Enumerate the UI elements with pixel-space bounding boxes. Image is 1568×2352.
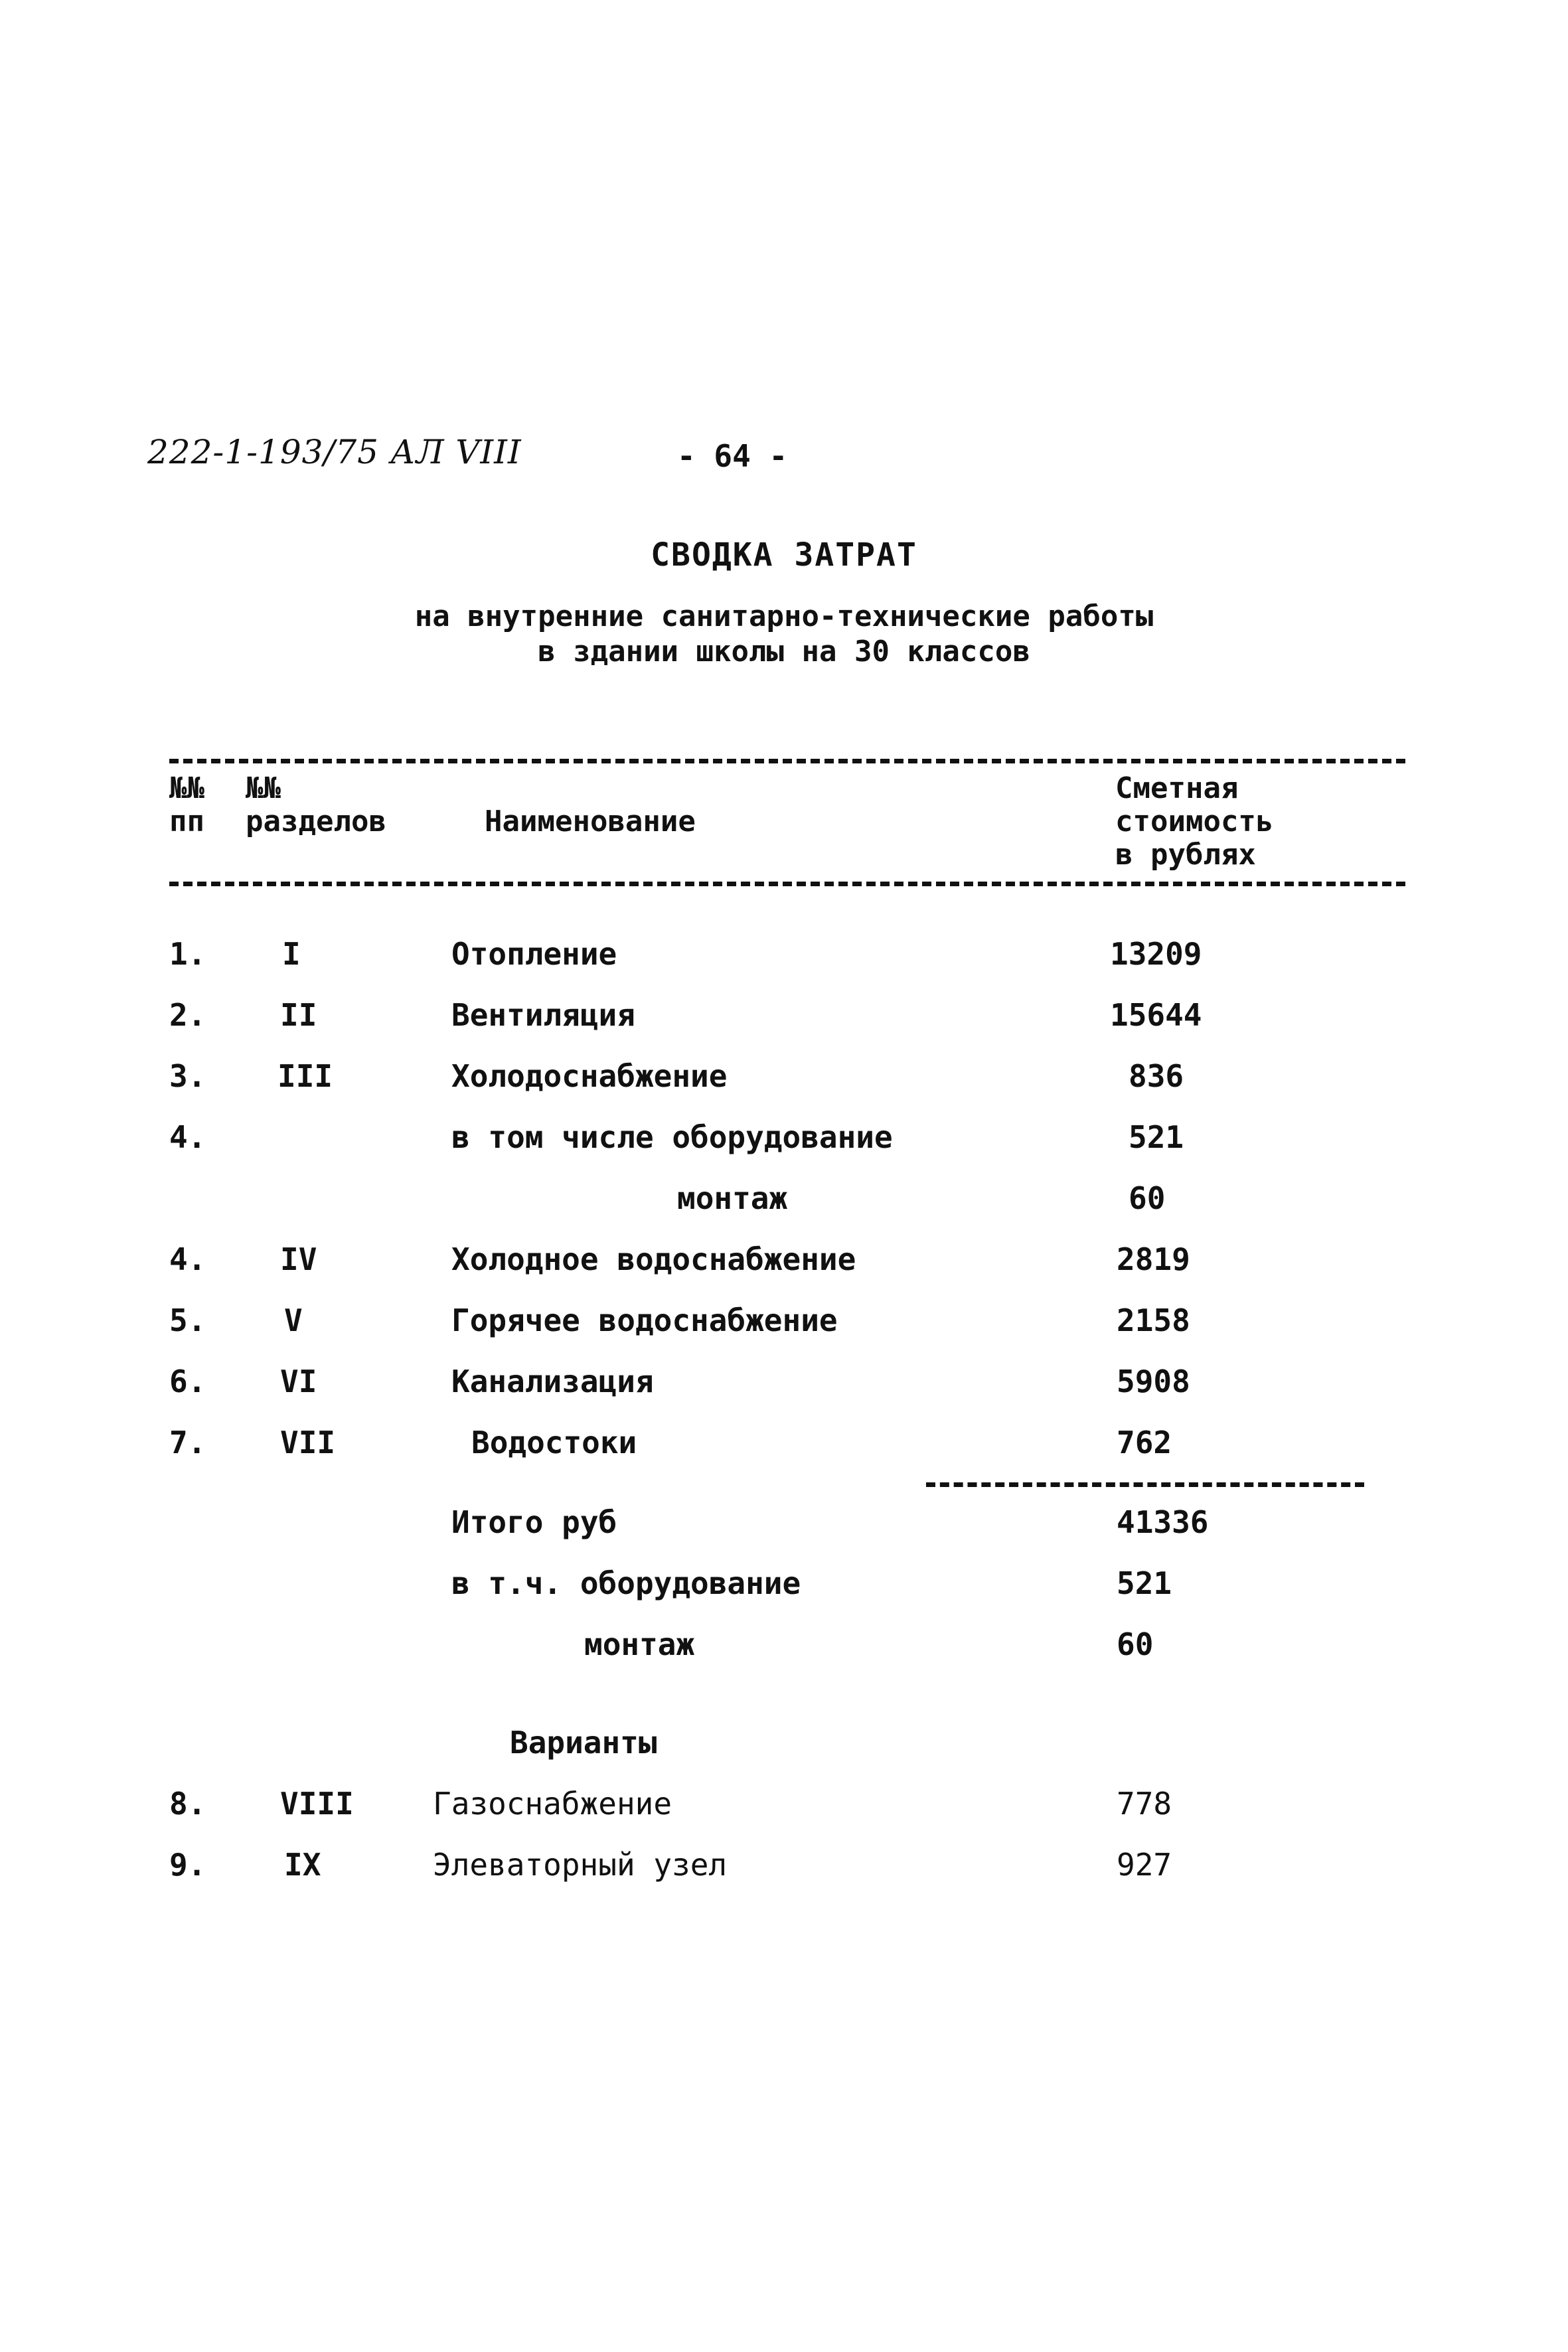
row-cost: 2819 [1117, 1241, 1190, 1277]
total-cost: 521 [1117, 1565, 1172, 1601]
total-label: Итого руб [451, 1504, 617, 1540]
col-header-name: Наименование [485, 805, 696, 838]
total-label: монтаж [584, 1626, 695, 1662]
row-section: II [280, 997, 317, 1033]
col-header-section-no [246, 772, 386, 838]
col-header-item-no-line-1: №№ [169, 771, 204, 805]
document-code: 222-1-193/75 АЛ VIII [147, 433, 522, 471]
row-number: 9. [169, 1847, 206, 1883]
col-header-cost [1115, 772, 1273, 872]
table-top-rule [169, 759, 1405, 763]
row-section: IV [280, 1241, 317, 1277]
row-name: Элеваторный узел [433, 1847, 728, 1883]
col-header-item-no [169, 772, 204, 838]
row-number: 7. [169, 1425, 206, 1460]
row-cost: 2158 [1117, 1302, 1190, 1338]
row-number: 2. [169, 997, 206, 1033]
row-name: Холодное водоснабжение [451, 1241, 856, 1277]
row-cost: 778 [1117, 1786, 1172, 1822]
row-section: V [284, 1302, 303, 1338]
row-number: 3. [169, 1058, 206, 1094]
variants-heading: Варианты [510, 1725, 657, 1761]
col-header-cost-line-1: Сметная [1115, 771, 1239, 805]
row-section: I [282, 936, 301, 972]
row-name: Водостоки [471, 1425, 637, 1460]
table-header-rule [169, 882, 1405, 886]
row-section: IX [284, 1847, 321, 1883]
page-number: - 64 - [677, 438, 788, 474]
row-cost: 521 [1129, 1119, 1184, 1155]
row-number: 4. [169, 1241, 206, 1277]
row-section: VII [280, 1425, 336, 1460]
row-cost: 5908 [1117, 1364, 1190, 1399]
row-name: Канализация [451, 1364, 654, 1399]
row-number: 6. [169, 1364, 206, 1399]
col-header-section-no-line-1: №№ [246, 771, 281, 805]
row-section: VIII [280, 1786, 354, 1822]
row-name: Отопление [451, 936, 617, 972]
row-number: 8. [169, 1786, 206, 1822]
row-number: 5. [169, 1302, 206, 1338]
row-name: в том числе оборудование [451, 1119, 893, 1155]
page-title: СВОДКА ЗАТРАТ [651, 536, 917, 574]
row-name: Горячее водоснабжение [451, 1302, 838, 1338]
row-number: 4. [169, 1119, 206, 1155]
total-cost: 41336 [1117, 1504, 1209, 1540]
row-cost: 60 [1129, 1180, 1166, 1216]
row-cost: 927 [1117, 1847, 1172, 1883]
total-cost: 60 [1117, 1626, 1154, 1662]
row-cost: 13209 [1110, 936, 1202, 972]
subtotal-rule [926, 1482, 1364, 1487]
row-name: Газоснабжение [433, 1786, 672, 1822]
col-header-cost-line-3: в рублях [1115, 838, 1256, 872]
row-name: Холодоснабжение [451, 1058, 728, 1094]
row-cost: 762 [1117, 1425, 1172, 1460]
row-section: VI [280, 1364, 317, 1399]
row-number: 1. [169, 936, 206, 972]
row-section: III [277, 1058, 333, 1094]
page-subtitle-line-1: на внутренние санитарно-технические работы [414, 599, 1154, 633]
row-cost: 836 [1129, 1058, 1184, 1094]
total-label: в т.ч. оборудование [451, 1565, 801, 1601]
col-header-cost-line-2: стоимость [1115, 805, 1274, 838]
col-header-section-no-line-2: разделов [246, 805, 386, 838]
col-header-item-no-line-2: пп [169, 805, 204, 838]
row-name: монтаж [677, 1180, 788, 1216]
row-cost: 15644 [1110, 997, 1202, 1033]
page-subtitle-line-2: в здании школы на 30 классов [538, 635, 1030, 668]
row-name: Вентиляция [451, 997, 635, 1033]
